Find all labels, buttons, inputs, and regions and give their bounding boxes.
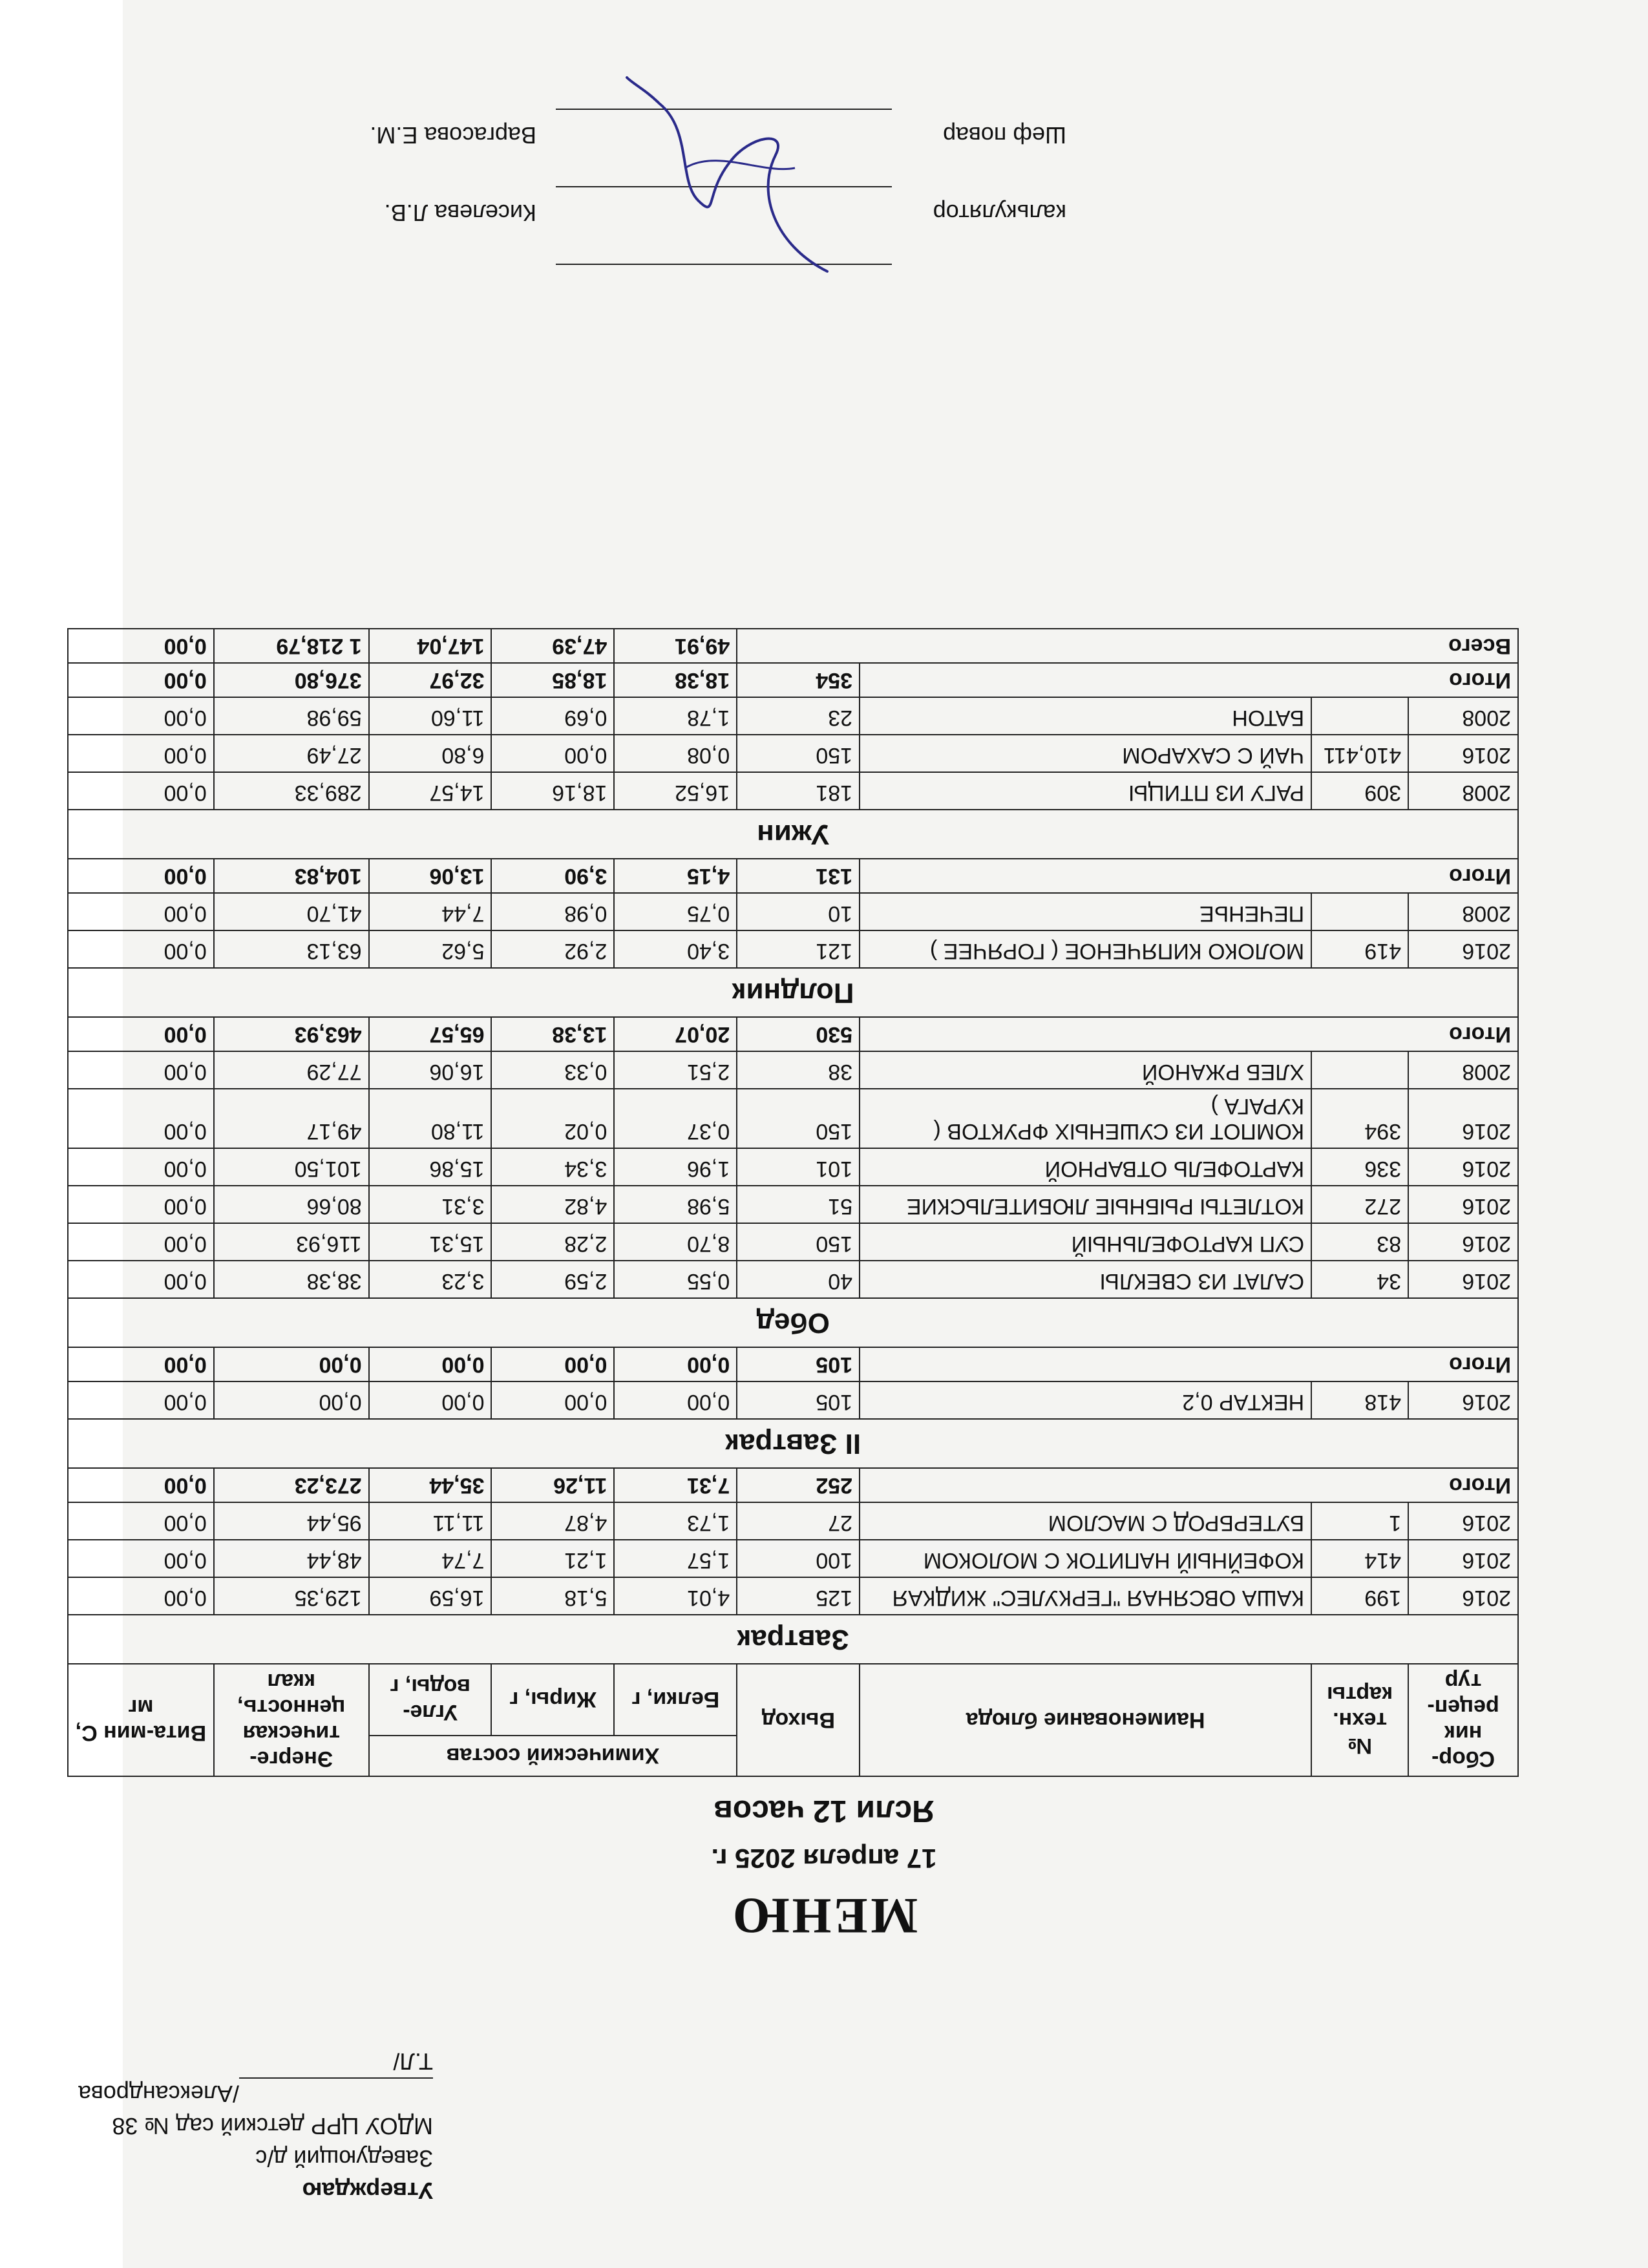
cell-dish-name: ЧАЙ С САХАРОМ [860,735,1311,772]
cell-card: 272 [1311,1186,1408,1223]
header-dish-name: Наименование блюда [860,1664,1311,1776]
cell-card [1311,697,1408,735]
cell-collection: 2016 [1408,1261,1518,1298]
grand-total-label: Всего [737,629,1518,663]
cell-card: 34 [1311,1261,1408,1298]
cell-protein: 5,98 [614,1186,737,1223]
cell-fat: 1,21 [492,1540,615,1577]
total-label: Итого [860,1347,1518,1381]
table-row [68,930,1518,968]
cell-output: 125 [737,1577,860,1615]
cell-vitamin: 0,00 [68,893,214,930]
cell-collection: 2016 [1408,1223,1518,1261]
total-energy: 104,83 [214,859,369,893]
cell-card: 1 [1311,1502,1408,1540]
cell-dish-name: КОМПОТ ИЗ СУШЕНЫХ ФРУКТОВ ( КУРАГА ) [860,1089,1311,1148]
cell-carbs: 5,62 [369,930,492,968]
cell-vitamin: 0,00 [68,772,214,810]
cell-collection: 2016 [1408,735,1518,772]
cell-collection: 2008 [1408,893,1518,930]
total-fat: 13,38 [492,1017,615,1051]
table-row [68,1186,1518,1223]
grand-total-energy: 1 218,79 [214,629,369,663]
grand-total-row [68,629,1518,663]
cell-protein: 16,52 [614,772,737,810]
table-row [68,893,1518,930]
cell-collection: 2008 [1408,697,1518,735]
cell-carbs: 3,31 [369,1186,492,1223]
cell-fat: 4,82 [492,1186,615,1223]
cell-protein: 3,40 [614,930,737,968]
total-carbs: 35,44 [369,1468,492,1502]
cell-dish-name: БУТЕРБРОД С МАСЛОМ [860,1502,1311,1540]
table-row [68,1089,1518,1148]
cell-output: 105 [737,1381,860,1419]
cell-vitamin: 0,00 [68,1186,214,1223]
total-output: 131 [737,859,860,893]
cell-output: 121 [737,930,860,968]
cell-card: 83 [1311,1223,1408,1261]
cell-dish-name: МОЛОКО КИПЯЧЕНОЕ ( ГОРЯЧЕЕ ) [860,930,1311,968]
cell-vitamin: 0,00 [68,1148,214,1186]
cell-protein: 0,37 [614,1089,737,1148]
signature-role: калькулятор [933,200,1066,226]
cell-energy: 101,50 [214,1148,369,1186]
cell-dish-name: КАША ОВСЯНАЯ "ГЕРКУЛЕС" ЖИДКАЯ [860,1577,1311,1615]
cell-output: 38 [737,1051,860,1089]
header-carbs: Угле-воды, г [369,1664,492,1736]
cell-collection: 2016 [1408,1577,1518,1615]
cell-output: 101 [737,1148,860,1186]
total-carbs: 0,00 [369,1347,492,1381]
cell-vitamin: 0,00 [68,1540,214,1577]
cell-carbs: 16,59 [369,1577,492,1615]
cell-vitamin: 0,00 [68,1577,214,1615]
cell-fat: 0,00 [492,735,615,772]
total-label: Итого [860,1017,1518,1051]
total-row [68,663,1518,697]
cell-energy: 116,93 [214,1223,369,1261]
cell-dish-name: БАТОН [860,697,1311,735]
cell-vitamin: 0,00 [68,1223,214,1261]
cell-energy: 289,33 [214,772,369,810]
menu-table [67,628,1519,1777]
cell-output: 150 [737,1089,860,1148]
cell-collection: 2016 [1408,930,1518,968]
cell-output: 51 [737,1186,860,1223]
section-title: Полдник [68,968,1518,1017]
approval-title: Утверждаю [302,2178,433,2204]
cell-energy: 95,44 [214,1502,369,1540]
cell-output: 40 [737,1261,860,1298]
cell-vitamin: 0,00 [68,1089,214,1148]
total-vitamin: 0,00 [68,1347,214,1381]
signature-name: Варгасова Е.М. [370,122,536,149]
total-row [68,859,1518,893]
table-row [68,1540,1518,1577]
cell-card: 199 [1311,1577,1408,1615]
cell-collection: 2016 [1408,1148,1518,1186]
cell-collection: 2008 [1408,1051,1518,1089]
total-carbs: 13,06 [369,859,492,893]
cell-fat: 0,98 [492,893,615,930]
total-output: 105 [737,1347,860,1381]
table-row [68,697,1518,735]
cell-energy: 80,66 [214,1186,369,1223]
total-label: Итого [860,1468,1518,1502]
approval-signature-line [239,2077,433,2105]
table-row [68,1261,1518,1298]
table-row [68,1148,1518,1186]
cell-fat: 5,18 [492,1577,615,1615]
approval-block [71,2045,433,2207]
cell-card [1311,1051,1408,1089]
header-card: № техн. карты [1311,1664,1408,1776]
menu-date: 17 апреля 2025 г. [711,1843,937,1874]
cell-carbs: 16,06 [369,1051,492,1089]
cell-energy: 41,70 [214,893,369,930]
cell-carbs: 0,00 [369,1381,492,1419]
cell-carbs: 11,60 [369,697,492,735]
cell-fat: 0,02 [492,1089,615,1148]
total-output: 354 [737,663,860,697]
header-collection: Сбор-ник рецеп-тур [1408,1664,1518,1776]
section-title: II Завтрак [68,1419,1518,1468]
cell-dish-name: КОТЛЕТЫ РЫБНЫЕ ЛЮБИТЕЛЬСКИЕ [860,1186,1311,1223]
signature-name: Киселева Л.В. [384,200,536,226]
cell-card: 419 [1311,930,1408,968]
section-title: Ужин [68,810,1518,859]
cell-card [1311,893,1408,930]
table-row [68,1223,1518,1261]
cell-fat: 2,28 [492,1223,615,1261]
cell-protein: 2,51 [614,1051,737,1089]
grand-total-protein: 49,91 [614,629,737,663]
total-label: Итого [860,663,1518,697]
total-energy: 463,93 [214,1017,369,1051]
cell-carbs: 14,57 [369,772,492,810]
total-row [68,1017,1518,1051]
cell-fat: 2,59 [492,1261,615,1298]
cell-carbs: 6,80 [369,735,492,772]
table-row [68,735,1518,772]
page-title: МЕНЮ [730,1888,918,1944]
total-protein: 7,31 [614,1468,737,1502]
cell-card: 414 [1311,1540,1408,1577]
total-fat: 0,00 [492,1347,615,1381]
cell-fat: 18,16 [492,772,615,810]
cell-fat: 0,00 [492,1381,615,1419]
header-protein: Белки, г [614,1664,737,1736]
cell-dish-name: РАГУ ИЗ ПТИЦЫ [860,772,1311,810]
handwritten-signature [607,52,853,297]
total-carbs: 32,97 [369,663,492,697]
total-protein: 18,38 [614,663,737,697]
cell-vitamin: 0,00 [68,697,214,735]
cell-protein: 0,55 [614,1261,737,1298]
header-output: Выход [737,1664,860,1776]
total-carbs: 65,57 [369,1017,492,1051]
cell-protein: 0,08 [614,735,737,772]
header-fat: Жиры, г [492,1664,615,1736]
cell-energy: 63,13 [214,930,369,968]
cell-carbs: 15,31 [369,1223,492,1261]
cell-energy: 27,49 [214,735,369,772]
menu-group: Ясли 12 часов [713,1794,935,1828]
cell-output: 23 [737,697,860,735]
cell-card: 336 [1311,1148,1408,1186]
section-title: Обед [68,1298,1518,1347]
cell-vitamin: 0,00 [68,1502,214,1540]
cell-carbs: 15,86 [369,1148,492,1186]
total-energy: 273,23 [214,1468,369,1502]
cell-card: 394 [1311,1089,1408,1148]
approval-org: МДОУ ЦРР детский сад № 38 [112,2113,433,2139]
cell-fat: 0,69 [492,697,615,735]
section-title: Завтрак [68,1615,1518,1664]
cell-carbs: 11,11 [369,1502,492,1540]
cell-output: 100 [737,1540,860,1577]
total-protein: 20,07 [614,1017,737,1051]
total-protein: 4,15 [614,859,737,893]
cell-vitamin: 0,00 [68,1261,214,1298]
cell-energy: 48,44 [214,1540,369,1577]
total-vitamin: 0,00 [68,1017,214,1051]
total-fat: 3,90 [492,859,615,893]
total-row [68,1468,1518,1502]
cell-carbs: 7,44 [369,893,492,930]
menu-table-body [68,629,1518,1664]
cell-protein: 0,00 [614,1381,737,1419]
cell-carbs: 7,74 [369,1540,492,1577]
cell-output: 10 [737,893,860,930]
cell-collection: 2008 [1408,772,1518,810]
cell-dish-name: КАРТОФЕЛЬ ОТВАРНОЙ [860,1148,1311,1186]
cell-output: 181 [737,772,860,810]
total-energy: 0,00 [214,1347,369,1381]
cell-vitamin: 0,00 [68,1381,214,1419]
cell-dish-name: ХЛЕБ РЖАНОЙ [860,1051,1311,1089]
total-energy: 376,80 [214,663,369,697]
cell-card: 418 [1311,1381,1408,1419]
cell-protein: 4,01 [614,1577,737,1615]
cell-carbs: 11,80 [369,1089,492,1148]
cell-fat: 4,87 [492,1502,615,1540]
cell-dish-name: НЕКТАР 0,2 [860,1381,1311,1419]
table-row [68,772,1518,810]
cell-fat: 3,34 [492,1148,615,1186]
table-row [68,1051,1518,1089]
cell-output: 27 [737,1502,860,1540]
cell-collection: 2016 [1408,1540,1518,1577]
total-fat: 11,26 [492,1468,615,1502]
cell-vitamin: 0,00 [68,930,214,968]
total-output: 530 [737,1017,860,1051]
grand-total-fat: 47,39 [492,629,615,663]
cell-dish-name: ПЕЧЕНЬЕ [860,893,1311,930]
header-vitamin: Вита-мин С, мг [68,1664,214,1776]
cell-collection: 2016 [1408,1381,1518,1419]
cell-protein: 1,73 [614,1502,737,1540]
total-protein: 0,00 [614,1347,737,1381]
cell-collection: 2016 [1408,1186,1518,1223]
grand-total-carbs: 147,04 [369,629,492,663]
cell-carbs: 3,23 [369,1261,492,1298]
total-label: Итого [860,859,1518,893]
table-row [68,1502,1518,1540]
cell-output: 150 [737,1223,860,1261]
table-row [68,1381,1518,1419]
cell-card: 410,411 [1311,735,1408,772]
approval-name: /Александрова Т.Л/ [78,2048,433,2107]
cell-protein: 1,78 [614,697,737,735]
cell-vitamin: 0,00 [68,735,214,772]
cell-dish-name: САЛАТ ИЗ СВЕКЛЫ [860,1261,1311,1298]
cell-protein: 1,57 [614,1540,737,1577]
total-fat: 18,85 [492,663,615,697]
cell-collection: 2016 [1408,1089,1518,1148]
cell-energy: 38,38 [214,1261,369,1298]
cell-energy: 49,17 [214,1089,369,1148]
cell-dish-name: СУП КАРТОФЕЛЬНЫЙ [860,1223,1311,1261]
cell-fat: 0,33 [492,1051,615,1089]
cell-energy: 129,35 [214,1577,369,1615]
cell-protein: 1,96 [614,1148,737,1186]
cell-output: 150 [737,735,860,772]
table-row [68,1577,1518,1615]
cell-collection: 2016 [1408,1502,1518,1540]
total-vitamin: 0,00 [68,859,214,893]
cell-card: 309 [1311,772,1408,810]
total-vitamin: 0,00 [68,663,214,697]
approval-position: Заведующий д/с [255,2145,433,2172]
cell-energy: 0,00 [214,1381,369,1419]
cell-dish-name: КОФЕЙНЫЙ НАПИТОК С МОЛОКОМ [860,1540,1311,1577]
cell-protein: 0,75 [614,893,737,930]
cell-vitamin: 0,00 [68,1051,214,1089]
total-vitamin: 0,00 [68,1468,214,1502]
signature-role: Шеф повар [943,122,1066,149]
cell-fat: 2,92 [492,930,615,968]
cell-energy: 77,29 [214,1051,369,1089]
cell-protein: 8,70 [614,1223,737,1261]
grand-total-vitamin: 0,00 [68,629,214,663]
total-output: 252 [737,1468,860,1502]
total-row [68,1347,1518,1381]
header-chem: Химический состав [369,1736,737,1776]
header-energy: Энерге-тическая ценность, ккал [214,1664,369,1776]
cell-energy: 59,98 [214,697,369,735]
